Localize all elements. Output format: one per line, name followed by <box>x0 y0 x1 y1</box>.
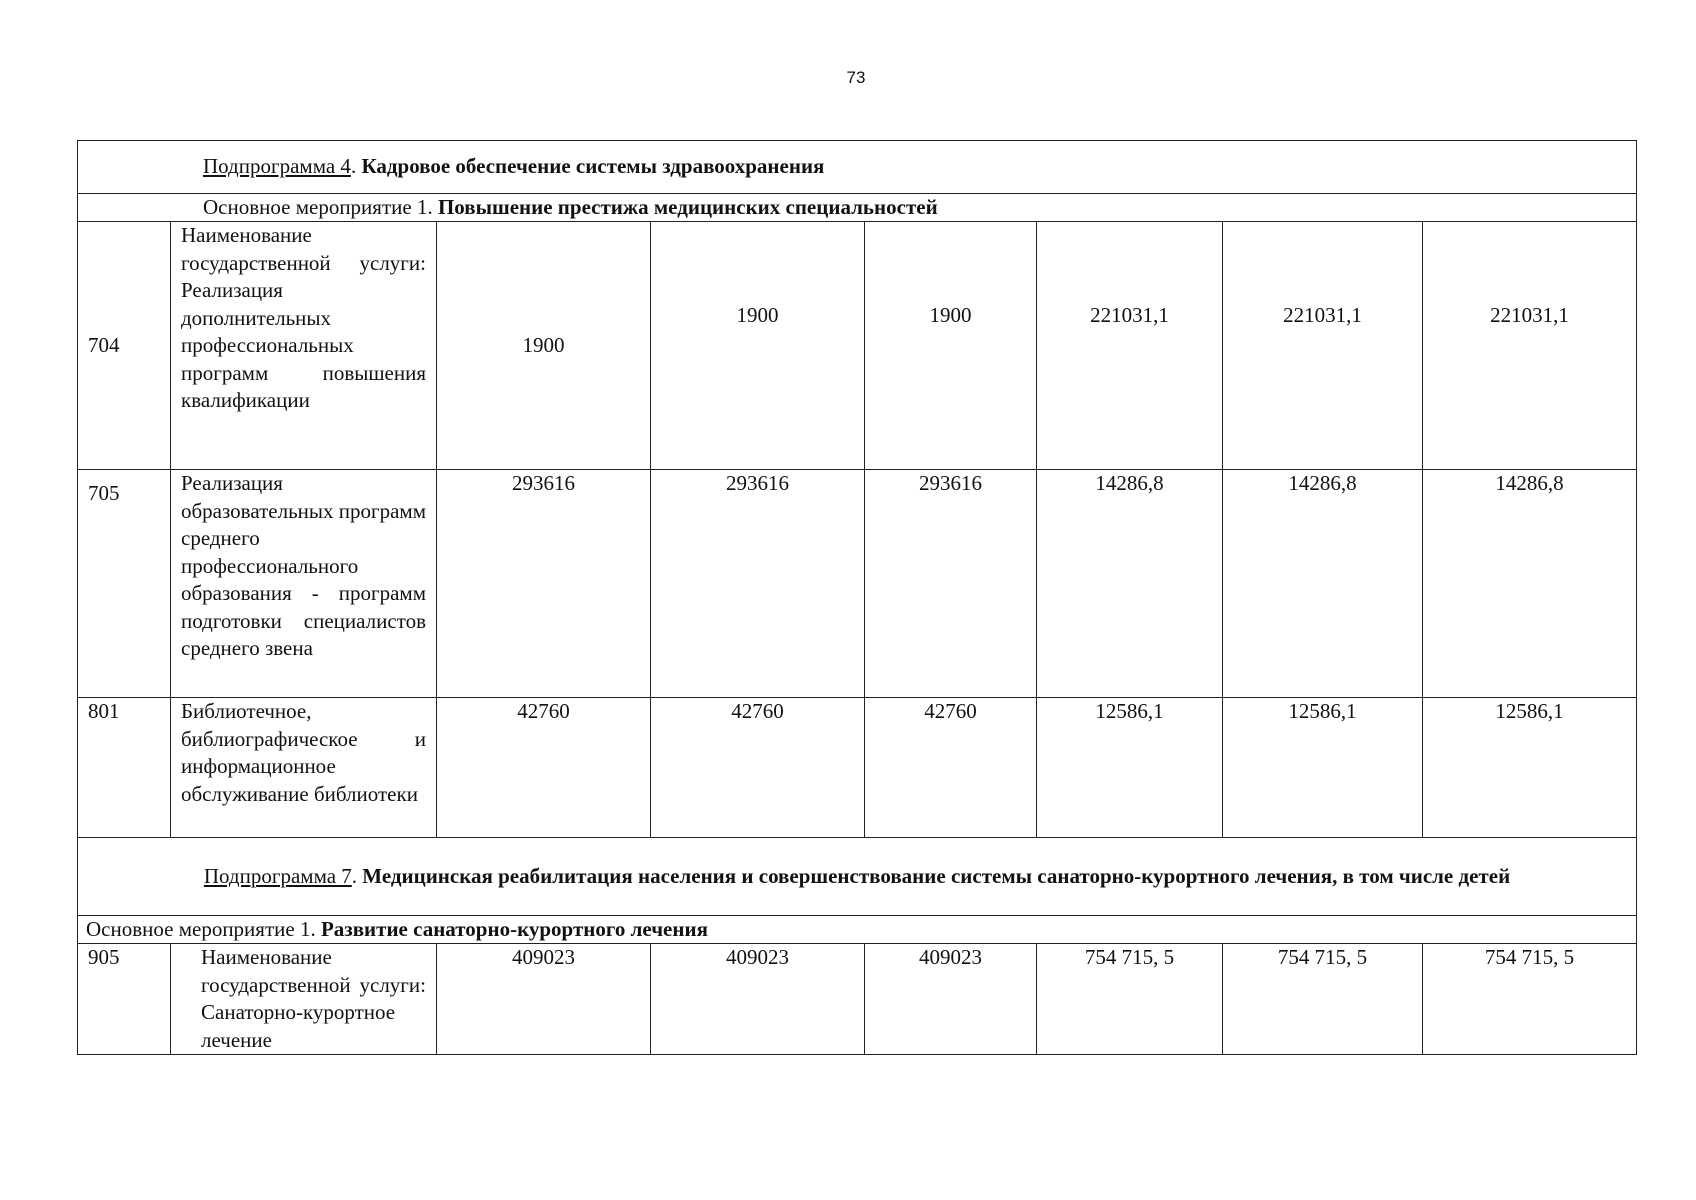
subprogram-4-prefix: Подпрограмма 4 <box>203 154 351 179</box>
event-4-1-prefix: Основное мероприятие 1. <box>203 195 438 219</box>
row-name: Реализация образовательных программ среднего профессионального образования - программ подготовки специалистов среднего звена <box>171 470 437 698</box>
subprogram-4-title: Кадровое обеспечение системы здравоохранения <box>361 154 825 179</box>
row-value: 1900 <box>437 222 651 470</box>
row-value: 754 715, 5 <box>1037 944 1223 1055</box>
row-value: 293616 <box>651 470 865 698</box>
row-value: 14286,8 <box>1037 470 1223 698</box>
budget-table <box>77 140 1637 1055</box>
row-value: 754 715, 5 <box>1423 944 1637 1055</box>
row-value: 221031,1 <box>1037 222 1223 470</box>
subprogram-4-header-row <box>78 141 1637 194</box>
row-value: 1900 <box>865 222 1037 470</box>
row-code: 705 <box>78 470 171 698</box>
event-4-1-header <box>78 194 1637 222</box>
row-value: 42760 <box>651 698 865 838</box>
row-value: 409023 <box>437 944 651 1055</box>
event-7-1-title: Развитие санаторно-курортного лечения <box>320 917 708 941</box>
row-code: 905 <box>78 944 171 1055</box>
subprogram-7-header: Подпрограмма 7. Медицинская реабилитация населения и совершенствование системы санаторно-курортного лечения, в том числе детей <box>78 838 1637 916</box>
row-name: Наименование государственной услуги: Санаторно-курортное лечение <box>171 944 437 1055</box>
row-value: 14286,8 <box>1223 470 1423 698</box>
row-value: 293616 <box>437 470 651 698</box>
row-code: 801 <box>78 698 171 838</box>
row-value: 293616 <box>865 470 1037 698</box>
table-row <box>78 698 1637 838</box>
row-code: 704 <box>78 222 171 470</box>
event-7-1-header-row <box>78 916 1637 944</box>
row-value: 12586,1 <box>1037 698 1223 838</box>
subprogram-7-title: Медицинская реабилитация населения и совершенствование системы санаторно-курортного лечения, в том числе детей <box>362 863 1511 888</box>
event-4-1-title: Повышение престижа медицинских специальностей <box>437 195 938 219</box>
table-row <box>78 470 1637 698</box>
row-value: 409023 <box>651 944 865 1055</box>
event-4-1-header-row <box>78 194 1637 222</box>
subprogram-7-header-row <box>78 838 1637 916</box>
row-value: 42760 <box>865 698 1037 838</box>
subprogram-4-header: Подпрограмма 4. Кадровое обеспечение системы здравоохранения <box>78 141 1637 194</box>
row-value: 1900 <box>651 222 865 470</box>
event-7-1-header <box>78 916 1637 944</box>
row-name: Наименование государственной услуги: Реализация дополнительных профессиональных программ повышения квалификации <box>171 222 437 470</box>
event-7-1-prefix: Основное мероприятие 1. <box>86 917 321 941</box>
row-value: 409023 <box>865 944 1037 1055</box>
row-value: 221031,1 <box>1423 222 1637 470</box>
row-name: Библиотечное, библиографическое и информационное обслуживание библиотеки <box>171 698 437 838</box>
table-row <box>78 222 1637 470</box>
table-row <box>78 944 1637 1055</box>
page-number: 73 <box>846 68 866 87</box>
row-value: 221031,1 <box>1223 222 1423 470</box>
row-value: 12586,1 <box>1223 698 1423 838</box>
row-value: 754 715, 5 <box>1223 944 1423 1055</box>
subprogram-7-prefix: Подпрограмма 7 <box>203 863 352 888</box>
row-value: 14286,8 <box>1423 470 1637 698</box>
row-value: 12586,1 <box>1423 698 1637 838</box>
row-value: 42760 <box>437 698 651 838</box>
